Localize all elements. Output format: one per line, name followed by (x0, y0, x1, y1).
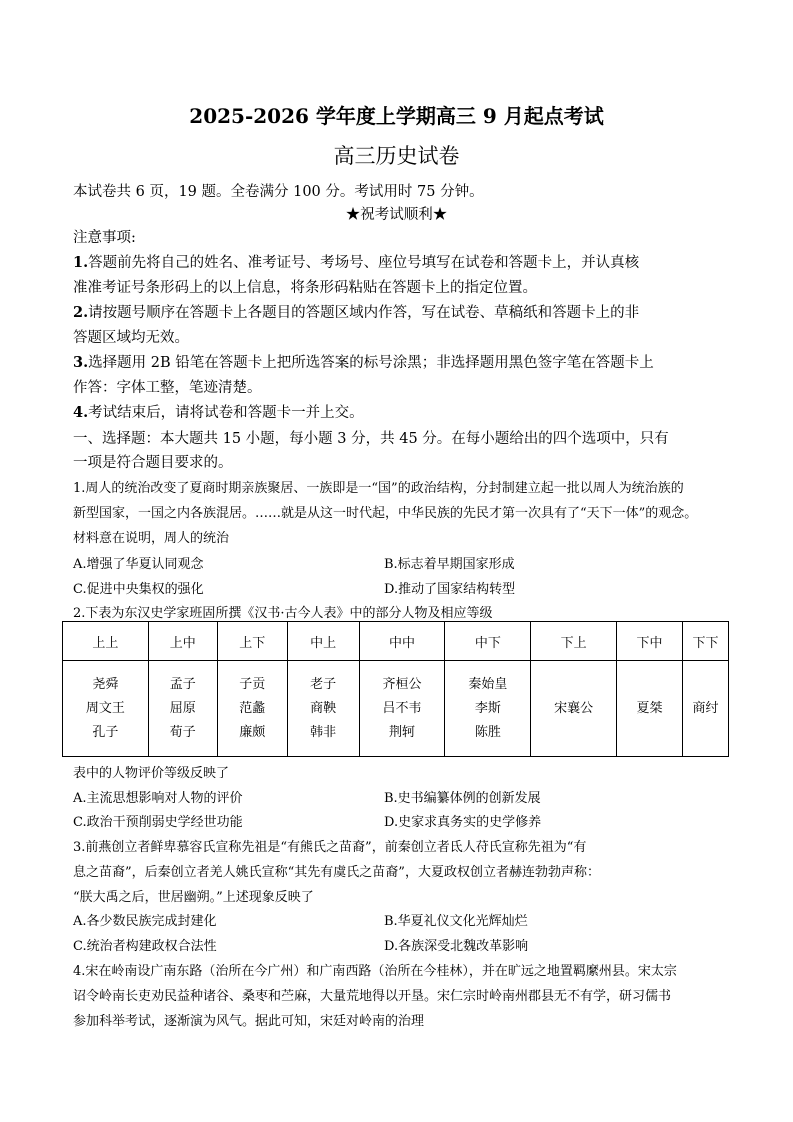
q2-option-c[interactable]: C.政治干预削弱史学经世功能 (73, 815, 243, 830)
q1-option-c[interactable]: C.促进中央集权的强化 (73, 582, 204, 597)
section-1-heading-line-2: 一项是符合题目要求的。 (73, 455, 233, 471)
note-3-line-1 (73, 351, 654, 372)
note-2-line-1 (73, 301, 639, 322)
table-cell: 孟子 屈原 荀子 (148, 661, 217, 757)
ranking-table (62, 621, 729, 757)
q2-stem: 2.下表为东汉史学家班固所撰《汉书·古今人表》中的部分人物及相应等级 (73, 606, 493, 621)
q4-stem-line-3: 参加科举考试，逐渐演为风气。据此可知，宋廷对岭南的治理 (73, 1014, 425, 1029)
table-cell: 齐桓公 吕不韦 荆轲 (359, 661, 445, 757)
q4-stem-line-2: 诏令岭南长吏劝民益种诸谷、桑枣和苎麻，大量荒地得以开垦。宋仁宗时岭南州郡县无不有学，研习儒书 (73, 989, 672, 1004)
table-header-cell: 上中 (148, 622, 217, 661)
table-cell: 商纣 (683, 661, 729, 757)
table-cell: 宋襄公 (531, 661, 617, 757)
q1-option-b[interactable]: B.标志着早期国家形成 (384, 557, 515, 572)
table-cell: 子贡 范蠡 廉颇 (217, 661, 287, 757)
note-2-line-2: 答题区域均无效。 (73, 330, 189, 346)
note-number: 2. (73, 304, 89, 321)
table-header-cell: 中中 (359, 622, 445, 661)
note-4-line-1 (73, 401, 364, 422)
q1-stem-line-3: 材料意在说明，周人的统治 (73, 531, 230, 546)
q1-option-d[interactable]: D.推动了国家结构转型 (384, 582, 516, 597)
note-number: 1. (73, 254, 89, 271)
table-cell: 老子 商鞅 韩非 (287, 661, 359, 757)
q3-stem-line-2: 息之苗裔”，后秦创立者羌人姚氏宣称“其先有虞氏之苗裔”，大夏政权创立者赫连勃勃声称： (73, 865, 600, 880)
table-cell: 秦始皇 李斯 陈胜 (445, 661, 531, 757)
table-header-row (63, 622, 729, 661)
table-header-cell: 中上 (287, 622, 359, 661)
exam-title: 2025-2026 学年度上学期高三 9 月起点考试 (189, 104, 604, 128)
q1-stem-line-2: 新型国家，一国之内各族混居。……就是从这一时代起，中华民族的先民才第一次具有了“天下一体”的观念。 (73, 506, 698, 521)
note-number: 4. (73, 404, 89, 421)
note-1-line-1 (73, 251, 639, 272)
section-1-heading-line-1: 一、选择题：本大题共 15 小题，每小题 3 分，共 45 分。在每小题给出的四个选项中，只有 (73, 431, 669, 447)
exam-info: 本试卷共 6 页，19 题。全卷满分 100 分。考试用时 75 分钟。 (73, 184, 484, 200)
q4-stem-line-1: 4.宋在岭南设广南东路（治所在今广州）和广南西路（治所在今桂林），并在旷远之地置羁縻州县。宋太宗 (73, 964, 677, 979)
table-header-cell: 下上 (531, 622, 617, 661)
table-header-cell: 上上 (63, 622, 149, 661)
table-row (63, 661, 729, 757)
note-3-line-2: 作答：字体工整，笔迹清楚。 (73, 380, 262, 396)
q3-option-b[interactable]: B.华夏礼仪文化光辉灿烂 (384, 914, 528, 929)
note-number: 3. (73, 354, 89, 371)
q2-option-d[interactable]: D.史家求真务实的史学修养 (384, 815, 542, 830)
q3-stem-line-1: 3.前燕创立者鲜卑慕容氏宣称先祖是“有熊氏之苗裔”，前秦创立者氐人苻氏宣称先祖为“有 (73, 840, 587, 855)
table-header-cell: 下中 (617, 622, 683, 661)
note-1-line-2: 准准考证号条形码上的以上信息，将条形码粘贴在答题卡上的指定位置。 (73, 280, 537, 296)
note-text: 选择题用 2B 铅笔在答题卡上把所选答案的标号涂黑；非选择题用黑色签字笔在答题卡上 (88, 355, 654, 371)
q3-stem-line-3: “朕大禹之后，世居幽朔。”上述现象反映了 (73, 890, 314, 905)
q2-question-line: 表中的人物评价等级反映了 (73, 766, 230, 781)
exam-subject-title: 高三历史试卷 (333, 144, 460, 168)
table-cell: 尧舜 周文王 孔子 (63, 661, 149, 757)
q3-option-a[interactable]: A.各少数民族完成封建化 (73, 914, 217, 929)
table-cell: 夏桀 (617, 661, 683, 757)
table-header-cell: 中下 (445, 622, 531, 661)
note-text: 答题前先将自己的姓名、准考证号、考场号、座位号填写在试卷和答题卡上，并认真核 (88, 255, 640, 271)
notice-heading: 注意事项: (73, 230, 136, 246)
q1-stem-line-1: 1.周人的统治改变了夏商时期亲族聚居、一族即是一“国”的政治结构，分封制建立起一批以周人为统治族的 (73, 481, 684, 496)
q3-option-d[interactable]: D.各族深受北魏改革影响 (384, 939, 529, 954)
note-text: 请按题号顺序在答题卡上各题目的答题区域内作答，写在试卷、草稿纸和答题卡上的非 (88, 305, 640, 321)
table-header-cell: 上下 (217, 622, 287, 661)
q2-option-b[interactable]: B.史书编纂体例的创新发展 (384, 791, 541, 806)
table-header-cell: 下下 (683, 622, 729, 661)
q3-option-c[interactable]: C.统治者构建政权合法性 (73, 939, 217, 954)
note-text: 考试结束后，请将试卷和答题卡一并上交。 (88, 405, 364, 421)
good-luck-line: ★祝考试顺利★ (345, 207, 448, 223)
q1-option-a[interactable]: A.增强了华夏认同观念 (73, 557, 204, 572)
q2-option-a[interactable]: A.主流思想影响对人物的评价 (73, 791, 243, 806)
